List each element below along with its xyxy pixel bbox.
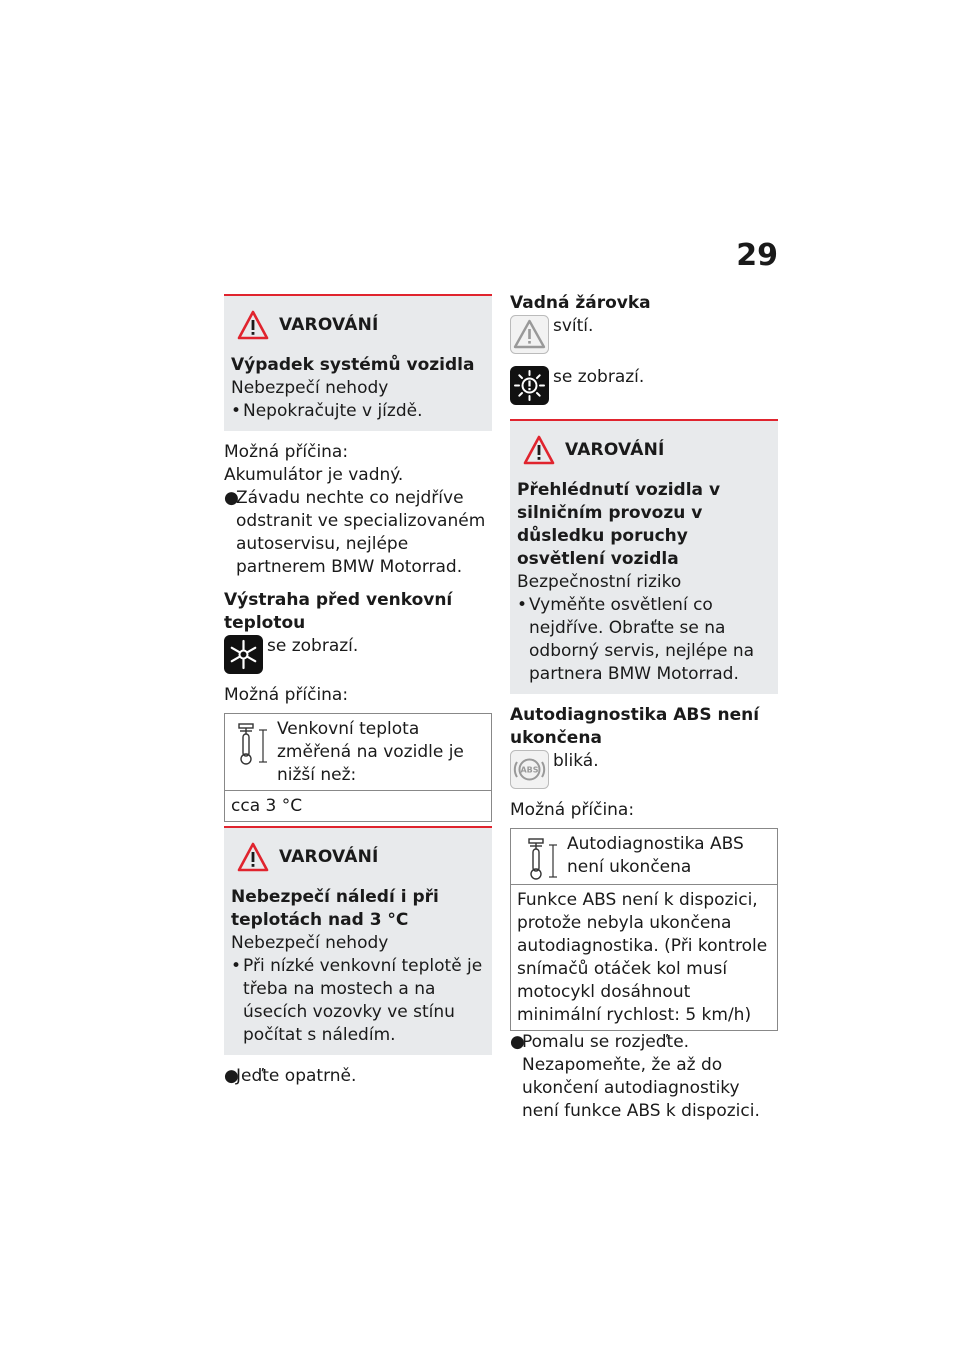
- warning-label: VAROVÁNÍ: [565, 440, 665, 460]
- table-cell: Venkovní teplota změřená na vozidle je nižší než:: [277, 719, 464, 785]
- diagnostic-icon: [527, 837, 561, 881]
- action-bullet-2: [224, 1065, 492, 1088]
- warning-label: VAROVÁNÍ: [279, 315, 379, 335]
- icon-caption: se zobrazí.: [553, 367, 645, 387]
- table-row: [511, 884, 777, 1030]
- action-bullet: [224, 487, 492, 579]
- abs-table: [510, 828, 778, 1031]
- cause-label: Možná příčina:: [510, 800, 635, 820]
- warning-bullet-text: Nepokračujte v jízdě.: [243, 401, 423, 421]
- warning-header: [517, 435, 770, 465]
- temperature-table: [224, 713, 492, 822]
- warning-triangle-icon: [523, 435, 555, 465]
- left-column: [224, 294, 492, 1088]
- cause-label: Možná příčina:: [224, 442, 349, 462]
- warning-title: Přehlédnutí vozidla v silničním provozu v důsledku poruchy osvětlení vozidla: [517, 480, 721, 569]
- table-row: [225, 714, 491, 790]
- section-heading-outside-temp: Výstraha před venkovní teplotou: [224, 590, 453, 633]
- warning-bullet-text: Při nízké venkovní teplotě je třeba na mostech a na úsecích vozovky ve stínu počítat s náledím.: [243, 956, 483, 1045]
- section-heading-abs: Autodiagnostika ABS není ukončena: [510, 705, 760, 748]
- right-column: [510, 292, 778, 1123]
- bullet-dot: •: [231, 401, 242, 421]
- icon-line-general-warning: [510, 315, 778, 354]
- cause-label-2: Možná příčina:: [224, 685, 349, 705]
- bullet-dot: •: [231, 956, 242, 976]
- icon-line-abs: [510, 750, 778, 789]
- action-text: Závadu nechte co nejdříve odstranit ve specializovaném autoservisu, nejlépe partnerem BMW Motorrad.: [236, 488, 486, 577]
- warning-bullet: [517, 594, 770, 686]
- table-row: [511, 829, 777, 884]
- warning-triangle-icon: [237, 842, 269, 872]
- warning-label: VAROVÁNÍ: [279, 847, 379, 867]
- section-heading-bulb: Vadná žárovka: [510, 293, 651, 313]
- general-warning-icon: [510, 315, 549, 354]
- warning-subtitle: Nebezpečí nehody: [231, 378, 389, 398]
- bullet-dot: ●: [224, 488, 239, 508]
- warning-box-lighting: [510, 419, 778, 694]
- warning-triangle-icon: [237, 310, 269, 340]
- table-cell: cca 3 °C: [231, 796, 303, 816]
- table-cell: Funkce ABS není k dispozici, protože nebyla ukončena autodiagnostika. (Při kontrole snímačů otáček kol musí motocykl dosáhnout minimální rychlost: 5 km/h): [517, 890, 768, 1025]
- page-number: 29: [736, 238, 778, 273]
- action-text: Jeďte opatrně.: [236, 1066, 357, 1086]
- bullet-dot: ●: [510, 1032, 525, 1052]
- icon-line-bulb: [510, 366, 778, 405]
- warning-box-system-failure: [224, 294, 492, 431]
- warning-subtitle: Nebezpečí nehody: [231, 933, 389, 953]
- bulb-fault-icon: [510, 366, 549, 405]
- icon-caption: se zobrazí.: [267, 636, 359, 656]
- action-bullet: [510, 1031, 778, 1123]
- svg-text:ABS: ABS: [520, 765, 539, 775]
- bullet-dot: •: [517, 595, 528, 615]
- table-cell: Autodiagnostika ABS není ukončena: [567, 834, 744, 877]
- warning-box-ice: [224, 826, 492, 1055]
- warning-title: Nebezpečí náledí i při teplotách nad 3 °C: [231, 887, 439, 930]
- icon-caption: svítí.: [553, 316, 594, 336]
- icon-caption: bliká.: [553, 751, 599, 771]
- warning-header: [231, 310, 484, 340]
- action-text: Pomalu se rozjeďte. Nezapomeňte, že až do ukončení autodiagnostiky není funkce ABS k dispozici.: [522, 1032, 760, 1121]
- warning-subtitle: Bezpečnostní riziko: [517, 572, 682, 592]
- thermometer-icon: [237, 722, 271, 766]
- table-row: [225, 790, 491, 821]
- cause-text: Akumulátor je vadný.: [224, 465, 404, 485]
- warning-bullet: [231, 955, 484, 1047]
- warning-header: [231, 842, 484, 872]
- icon-line-snowflake: [224, 635, 492, 674]
- snowflake-icon: [224, 635, 263, 674]
- warning-bullet-text: Vyměňte osvětlení co nejdříve. Obraťte se na odborný servis, nejlépe na partnera BMW Motorrad.: [529, 595, 755, 684]
- bullet-dot: ●: [224, 1066, 239, 1086]
- warning-title: Výpadek systémů vozidla: [231, 355, 475, 375]
- warning-bullet: [231, 400, 484, 423]
- abs-icon: [510, 750, 549, 789]
